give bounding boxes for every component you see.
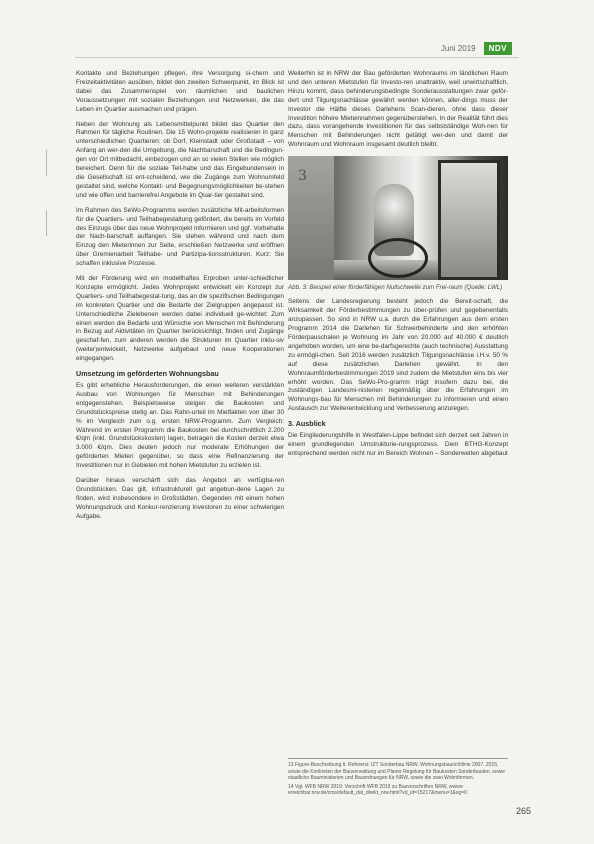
paragraph: Es gibt erhebliche Herausforderungen, die einen weiteren verstärkten Ausbau von Wohnungen für Menschen mit Behinderungen entgegenstehen. Beispielsweise steigen die Baukosten und Grundstückspreise stetig an. Das Rahn-urteil im Mietfakten von über 30 % im Vergleich zum o.g. ersten NRW-Programm. Zum Vergleich: Während im ersten Programm die Baukosten bei durchschnittlich 2.200 €/qm (inkl. Grundstückskosten) lagen, betragen die Kosten derzeit etwa 3.000 €/qm. Dies deuten jedoch nur moderate Erhöhungen der geförderten Mieten gegenüber, so dass eine Refinanzierung der Investitionen nur in Gebieten mit hohen Mietstufen zu erzielen ist. xyxy=(76,382,284,470)
paragraph: Weiterhin ist in NRW der Bau geförderten Wohnraums im ländlichen Raum und den unteren Mietstufen für Investo-ren unattraktiv, weil unwirtschaftlich. Hinzu kommt, dass behinderungsbedingte Sonderausstattungen zwar geför-dert und Tilgungsnachlässe gewährt werden können, aller-dings muss der Investor die Hälfte dieses Darlehens Scan-dieren, ohne dass dieser Investition höhere Mieteinnahmen gegenüberstehen. In der Realität führt dies dazu, dass vorangehende Investitionen für das selbstständige Woh-nen für Menschen mit Behinderungen nicht getätigt wer-den und damit der Wohnraum und Wohnraum insgesamt deutlich bleibt. xyxy=(288,70,508,149)
figure-caption: Abb. 3: Beispiel einer förderfähigen Nullschwelle zum Frei-raum (Quelle: LWL) xyxy=(288,284,503,292)
footnotes xyxy=(288,758,508,799)
section-heading: Umsetzung im geförderten Wohnungsbau xyxy=(76,369,219,379)
journal-badge: NDV xyxy=(484,42,512,55)
header-rule xyxy=(75,57,519,58)
paragraph: Mit der Förderung wird ein modellhaftes Erproben unter-schiedlicher Konzepte ermöglicht. Jedes Wohnprojekt entwickelt ein Konzept zur Quartiers- und Teilhabegestal-tung, das an die spezifischen Bedingungen im konkreten Quartier und die Bedarfe der Zielgruppen angepasst ist. Unterschiedliche Zielebenen werden dabei individuell ge-wichtet: Zum einen werden die Bedarfe und Wünsche von Menschen mit Behinderung in Bezug auf Aktivitäten im Quartier berücksichtigt, finden und Zugänge geschaf-fen, zum anderen werden die Strukturen im Quartier inklu-siv (weiter)entwickelt, Netzwerke aufgebaut und neue Kooperationen eingegangen. xyxy=(76,275,284,363)
photo-house-number: 3 xyxy=(298,168,307,185)
paragraph: Die Eingliederungshilfe in Westfalen-Lippe befindet sich derzeit seit Jahren in einem grundlegenden Umstrukturie-rungsprozess. Dem BTHG-Konzept entsprechend werden nicht nur im Bereich Wohnen – Sonderwelten abgebaut xyxy=(288,432,508,457)
footnote: 14 Vgl. WFB NRW 2019: Vorschrift WFB 2019 zu Bauvorschriften NRW, wwws-erreichbar.nrw.de/cms/default_dat_direkt_nrw.html?vd_id=15217&menu=1&sg=0 xyxy=(288,783,467,797)
paragraph: Im Rahmen des SeWo-Programms werden zusätzliche Mit-arbeitsformen für die Quartiers- und Teilhabegestaltung gefördert, die bereits im Vorfeld des Einzugs über das neue Wohnprojekt informieren und ggf. Vorbehalte der Nach-barschaft auffangen. Sie stehen während und nach dem Einzug den Mieterinnen zur Seite, erschließen Netzwerke und eröffnen über Gremienarbeit Teilhabe- und Partizipa-tionsstrukturen. Kurz: Sie schaffen inklusive Prozesse. xyxy=(76,206,284,268)
paragraph: Neben der Wohnung als Lebensmittelpunkt bildet das Quartier den Rahmen für tägliche Routinen. Die 15 Wohn-projekte realisieren in ganz unterschiedlichen Quartieren: ob Dorf, Kleinstadt oder Großstadt – von Anfang an wer-den die Umgebung, die Nachbarschaft und die Bedingun-gen vor Ort mitbedacht, einbezogen und an so vielen Stellen wie möglich bereichert. Denn für die soziale Teil-habe und das Eingebundensein in die Gesellschaft ist ent-scheidend, wie die Zugänge zum Wohnumfeld gestaltet sind, welche Kontakt- und Begegnungsmöglichkeiten be-stehen und wie offen und barrierefrei Angebote im Quar-tier gestaltet sind. xyxy=(76,120,284,199)
issue-date: Juni 2019 xyxy=(440,44,476,53)
paragraph: Kontakte und Beziehungen pflegen, ihre Versorgung si-chern und Freizeitaktivitäten ausüben, bildet den zweiten Schwerpunkt, im Blick ist dabei das Zusammenspiel von räumlichen und baulichen Voraussetzungen mit sozialen Beziehungen und Netzwerken, die das Leben im Quartier ausmachen und prägen. xyxy=(76,70,284,113)
photo-wall xyxy=(288,156,334,280)
page-header xyxy=(441,42,512,55)
right-column xyxy=(288,70,508,465)
wheelchair-icon xyxy=(368,238,428,278)
footnote: 13 Figure-Beschreibung lt. Referenz: IZT Sonderbau NRW, Wohnungsbaurichtlinie 2007. 2015, sowie die Konkreten der Bauverwaltung und Planer Regelung für Baukosten Sonderbauten, sowie staatliche Bauministerien und Bauordnungen für NRW, sowie die zwei Wohnformen. xyxy=(288,762,506,782)
margin-mark xyxy=(46,210,47,236)
margin-mark xyxy=(46,150,47,176)
wheelchair-entrance-photo xyxy=(288,156,508,280)
page-number: 265 xyxy=(516,806,532,816)
paragraph: Darüber hinaus verschärft sich das Angebot an verfügba-ren Grundstücken. Das gilt, infrastrukturell gut angebun-dene Lagen zu finden, wird insbesondere in Großstädten, Gegenden mit einem hohen Wohnungsdruck und Konkur-renzierung Investoren zu einer schwierigen Aufgabe. xyxy=(76,477,284,520)
paragraph: Seitens der Landesregierung besteht jedoch die Bereit-schaft, die Wirksamkeit der Förderbestimmungen zu über-prüfen und gegebenenfalls anzupassen. So sind in NRW u.a. durch die Erfahrungen aus dem ersten Programm 2014 die Darlehen für Schwerbehinderte und den erhöhten Förderpauschalen je Wohnung im Jahr von 20.000 auf 40.000 € deutlich angehoben worden, um eine be-darfsgerechte (auch technische) Ausstattung zu ermögli-chen. Seit 2016 werden zusätzlich Tilgungsnachlässe i.H.v. 50 % auf diese zusätzlichen Darlehen gewährt. In den Wohnraumförderbestimmungen 2019 sind zudem die Mietstufen eins bis vier erhöht worden. Das SeWo-Pro-gramm trägt insofern dazu bei, die zuständigen Landesmi-nisterien regelmäßig über die Erfahrungen im Wohnungs-bau für Menschen mit Behinderungen zu informieren und einen Austausch zur Weiterentwicklung und Verbesserung anzuregen. xyxy=(288,298,508,413)
photo-door xyxy=(438,160,500,280)
section-heading: 3. Ausblick xyxy=(288,419,326,429)
left-column xyxy=(76,70,284,528)
